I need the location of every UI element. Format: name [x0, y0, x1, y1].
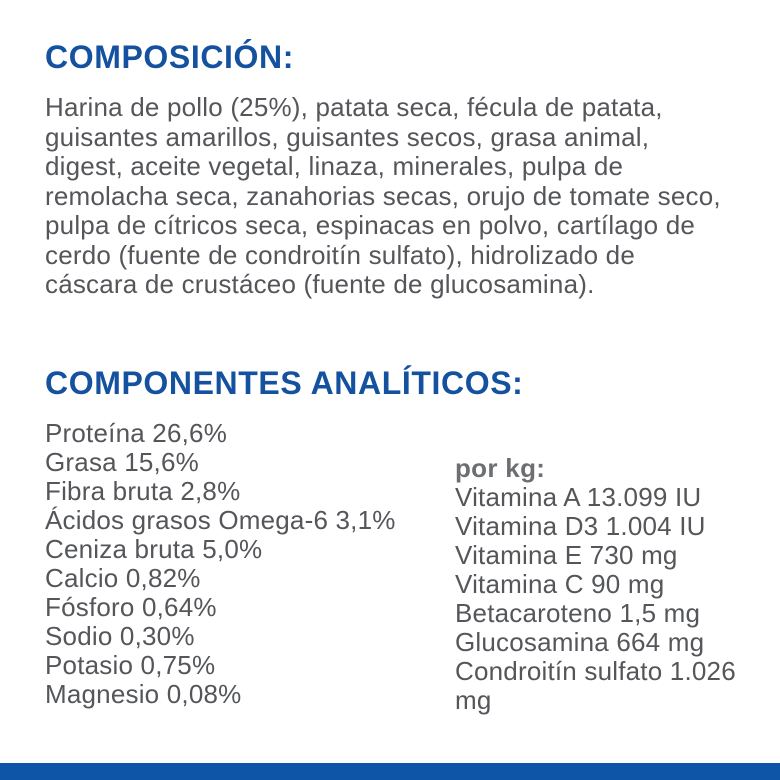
- analytical-components-title: COMPONENTES ANALÍTICOS:: [45, 364, 524, 401]
- analytical-item-protein: Proteína 26,6%: [45, 417, 228, 448]
- composition-ingredients-text: Harina de pollo (25%), patata seca, fécula de patata, guisantes amarillos, guisantes secos, grasa animal, digest, aceite vegetal, linaza, minerales, pulpa de remolacha seca, zanahorias secas, orujo de tomate seco, pulpa de cítricos seca, espinacas en polvo, cartílago de cerdo (fuente de condroitín sulfato), hidrolizado de cáscara de crustáceo (fuente de glucosamina).: [45, 92, 721, 299]
- vitamin-item-vitamin-e: Vitamina E 730 mg: [455, 539, 678, 570]
- vitamin-item-betacarotene: Betacaroteno 1,5 mg: [455, 597, 701, 628]
- analytical-item-ash: Ceniza bruta 5,0%: [45, 533, 263, 564]
- analytical-item-calcium: Calcio 0,82%: [45, 562, 201, 593]
- analytical-item-potassium: Potasio 0,75%: [45, 649, 216, 680]
- per-kg-header: por kg:: [455, 452, 546, 483]
- vitamin-item-glucosamine: Glucosamina 664 mg: [455, 626, 705, 657]
- analytical-left-column: [45, 419, 455, 715]
- analytical-item-phosphorus: Fósforo 0,64%: [45, 591, 217, 622]
- vitamin-item-vitamin-a: Vitamina A 13.099 IU: [455, 481, 702, 512]
- analytical-item-magnesium: Magnesio 0,08%: [45, 678, 242, 709]
- analytical-item-sodium: Sodio 0,30%: [45, 620, 195, 651]
- analytical-columns: [45, 419, 735, 715]
- analytical-right-column: [455, 454, 745, 715]
- analytical-item-fat: Grasa 15,6%: [45, 446, 199, 477]
- vitamin-item-vitamin-d3: Vitamina D3 1.004 IU: [455, 510, 706, 541]
- footer-blue-bar: [0, 763, 780, 780]
- analytical-item-omega6: Ácidos grasos Omega-6 3,1%: [45, 504, 396, 535]
- analytical-item-fiber: Fibra bruta 2,8%: [45, 475, 241, 506]
- vitamin-item-chondroitin: Condroitín sulfato 1.026 mg: [455, 655, 736, 715]
- vitamin-item-vitamin-c: Vitamina C 90 mg: [455, 568, 665, 599]
- composition-title: COMPOSICIÓN:: [45, 39, 294, 75]
